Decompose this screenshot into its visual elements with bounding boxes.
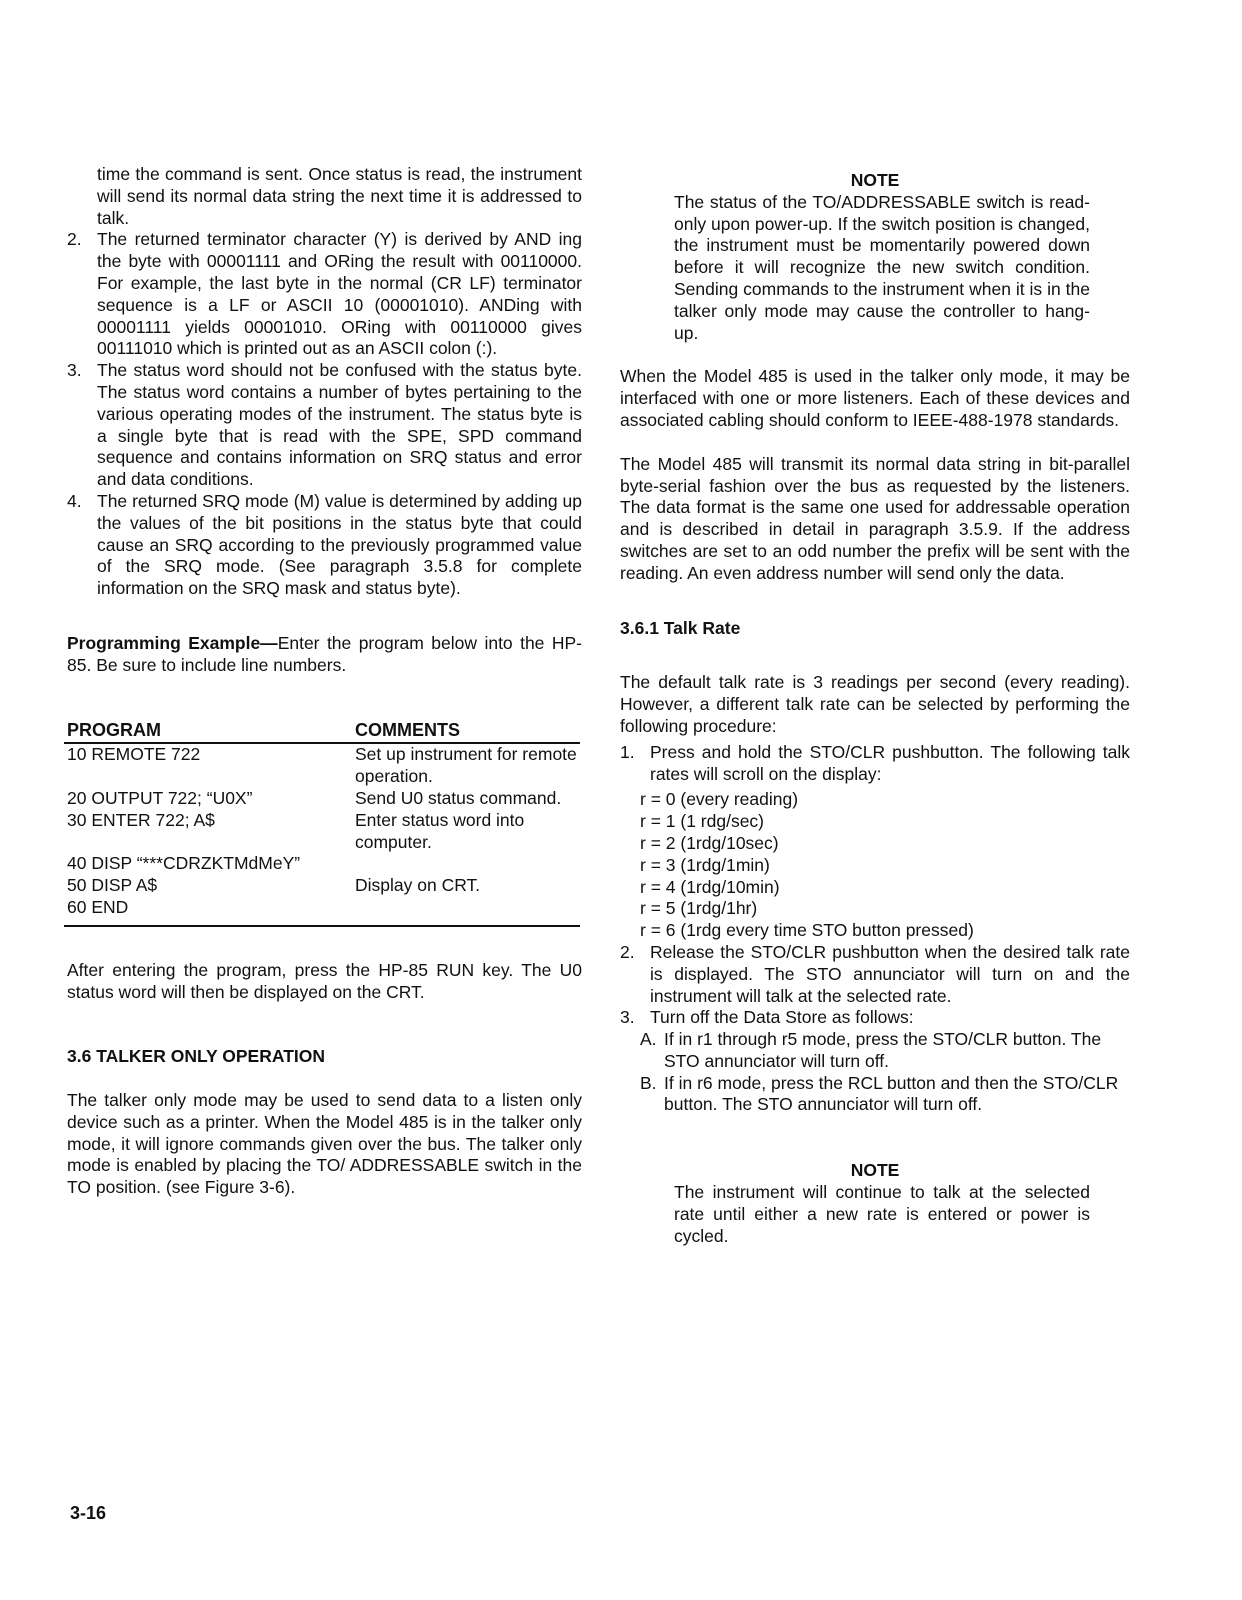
table-row: [64, 743, 580, 788]
talk-rate: r = 5 (1rdg/1hr): [640, 898, 758, 919]
note-title: NOTE: [850, 170, 900, 190]
program-comment: Display on CRT.: [355, 875, 481, 896]
list-item: [620, 1007, 1130, 1029]
item-text: Press and hold the STO/CLR pushbutton. The following talk rates will scroll on the display:: [650, 741, 1130, 784]
paragraph: The Model 485 will transmit its normal data string in bit-parallel byte-serial fashion over the bus as requested by the listeners. The data format is the same one used for addressable operation and is described in detail in paragraph 3.5.9. If the address switches are set to an odd number the prefix will be sent with the reading. An even address number will send only the data.: [620, 453, 1130, 583]
item-number: 4.: [67, 490, 82, 511]
list-item: [620, 742, 1130, 786]
item-text: The returned SRQ mode (M) value is determined by adding up the values of the bit positions in the status byte that could cause an SRQ according to the previously programmed value of the SRQ mode. (See paragraph 3.5.8 for complete information on the SRQ mask and status byte).: [97, 490, 582, 599]
programming-example-text: Enter the program below into the HP-85. Be sure to include line numbers.: [67, 632, 582, 675]
talk-rate: r = 0 (every reading): [640, 789, 799, 810]
talker-only-paragraph: The talker only mode may be used to send data to a listen only device such as a printer. When the Model 485 is in the talker only mode, it will ignore commands given over the bus. The talker only mode is enabled by placing the TO/ ADDRESSABLE switch in the TO position. (see Figure 3-6).: [67, 1090, 582, 1198]
subsection-heading: 3.6.1 Talk Rate: [620, 617, 741, 638]
comments-column-header: COMMENTS: [352, 720, 580, 744]
item-number: 1.: [620, 741, 635, 762]
page-number: 3-16: [70, 1503, 107, 1523]
table-row: [64, 853, 580, 875]
continued-item-text: time the command is sent. Once status is read, the instrument will send its normal data string the next time it is addressed to talk.: [97, 164, 582, 228]
programming-example-label: Programming Example—: [67, 632, 278, 653]
program-line: 50 DISP A$: [67, 875, 158, 896]
item-number: 3.: [620, 1007, 635, 1028]
list-item: [67, 229, 582, 360]
item-number: 2.: [620, 941, 635, 962]
item-text: Turn off the Data Store as follows:: [650, 1007, 914, 1028]
program-comment: [352, 853, 580, 875]
program-comment: Set up instrument for remote operation.: [355, 744, 577, 787]
right-column: [620, 170, 1130, 1247]
note-text: The instrument will continue to talk at the selected rate until either a new rate is entered or power is cycled.: [674, 1182, 1090, 1246]
talk-rate: r = 3 (1rdg/1min): [640, 854, 770, 875]
talk-rate: r = 6 (1rdg every time STO button pressed): [640, 920, 974, 941]
note-text: The status of the TO/ADDRESSABLE switch is read-only upon power-up. If the switch position is changed, the instrument must be momentarily powered down before it will recognize the new switch condition. Sending commands to the instrument when it is in the talker only mode may cause the controller to hang-up.: [674, 191, 1090, 343]
program-column-header: PROGRAM: [64, 720, 352, 744]
programming-example: [67, 633, 582, 677]
table-row: [64, 788, 580, 810]
after-entering-paragraph: After entering the program, press the HP-85 RUN key. The U0 status word will then be displayed on the CRT.: [67, 959, 582, 1002]
talk-rate: r = 2 (1rdg/10sec): [640, 832, 779, 853]
program-comment: Send U0 status command.: [355, 787, 562, 808]
item-text: If in r1 through r5 mode, press the STO/CLR button. The STO annunciator will turn off.: [664, 1029, 1102, 1071]
program-line: 20 OUTPUT 722; “U0X”: [67, 787, 253, 808]
program-comment: Enter status word into computer.: [355, 809, 525, 852]
talk-rate-list: [620, 789, 1130, 942]
program-line: 30 ENTER 722; A$: [67, 809, 215, 830]
program-line: 40 DISP “***CDRZKTMdMeY”: [67, 853, 301, 874]
item-text: If in r6 mode, press the RCL button and then the STO/CLR button. The STO annunciator will turn off.: [664, 1072, 1119, 1115]
program-line: 10 REMOTE 722: [67, 744, 201, 765]
item-number: 2.: [67, 229, 82, 250]
table-row: [64, 875, 580, 897]
list-item: [620, 942, 1130, 1007]
list-item: [67, 491, 582, 600]
talk-rate: r = 4 (1rdg/10min): [640, 876, 780, 897]
section-heading: 3.6 TALKER ONLY OPERATION: [67, 1046, 326, 1067]
table-row: [64, 810, 580, 854]
note-title: NOTE: [850, 1160, 900, 1181]
talk-rate: r = 1 (1 rdg/sec): [640, 811, 765, 832]
table-row: [64, 897, 580, 926]
sub-list-item: [620, 1029, 1130, 1073]
item-letter: A.: [640, 1029, 657, 1050]
program-table: [64, 720, 580, 927]
item-letter: B.: [640, 1072, 657, 1093]
paragraph: When the Model 485 is used in the talker only mode, it may be interfaced with one or more listeners. Each of these devices and associated cabling should conform to IEEE-488-1978 standards.: [620, 366, 1130, 430]
item-text: Release the STO/CLR pushbutton when the desired talk rate is displayed. The STO annunciator will turn on and the instrument will talk at the selected rate.: [650, 941, 1130, 1006]
program-line: 60 END: [64, 897, 352, 926]
left-column: [67, 164, 582, 1199]
list-item: [67, 360, 582, 491]
program-comment: [352, 897, 580, 926]
item-text: The status word should not be confused with the status byte. The status word contains a number of bytes pertaining to the various operating modes of the instrument. The status byte is a single byte that is read with the SPE, SPD command sequence and contains information on SRQ status and error and data conditions.: [97, 360, 582, 490]
paragraph: The default talk rate is 3 readings per second (every reading). However, a different talk rate can be selected by performing the following procedure:: [620, 672, 1130, 736]
sub-list-item: [620, 1073, 1130, 1117]
item-text: The returned terminator character (Y) is derived by AND ing the byte with 00001111 and ORing the result with 00110000. For example, the last byte in the normal (CR LF) terminator sequence is a LF or ASCII 10 (00001010). ANDing with 00001111 yields 00001010. ORing with 00110000 gives 00111010 which is printed out as an ASCII colon (:).: [97, 229, 582, 359]
item-number: 3.: [67, 360, 82, 381]
